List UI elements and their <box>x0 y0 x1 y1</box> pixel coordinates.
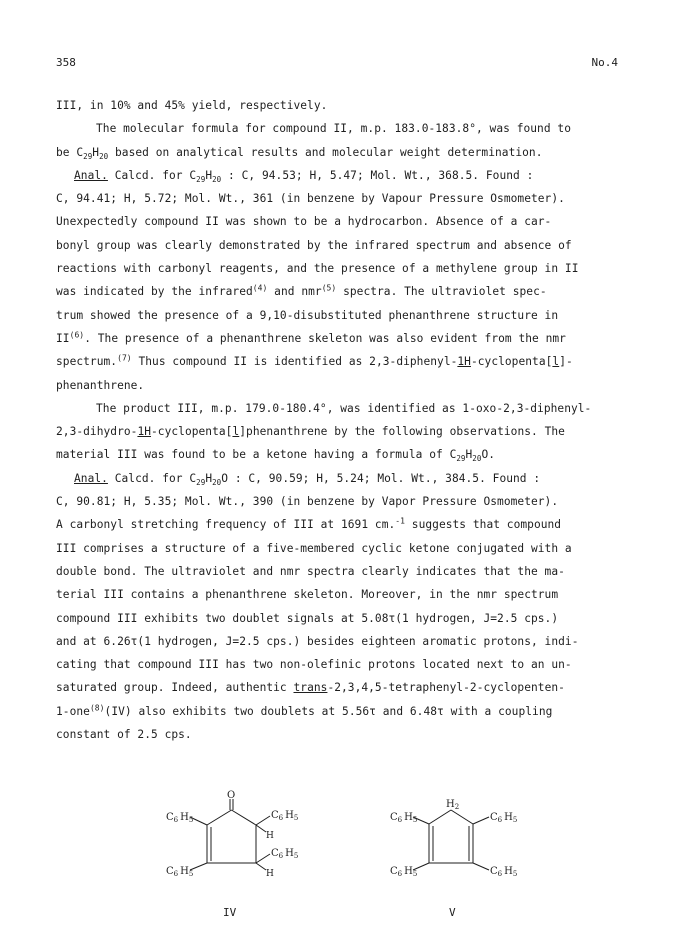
formula: $C_{29}H_{20}$ <box>449 448 482 464</box>
text-line: III, in 10% and 45% yield, respectively. <box>56 99 328 112</box>
text-line: C, 90.81; H, 5.35; Mol. Wt., 390 (in benzene by Vapor Pressure Osmometer). <box>56 495 559 509</box>
reference-marker: (4) <box>252 283 268 293</box>
text-line: The product III, m.p. 179.0-180.4°, was identified as 1-oxo-2,3-diphenyl- <box>96 401 592 415</box>
text-line: constant of 2.5 cps. <box>56 728 192 742</box>
svg-text:C6H5: $C_6$ $H_5$ <box>490 812 518 824</box>
svg-text:C6H5: $C_6$ $H_5$ <box>166 866 194 878</box>
issue-number: No.4 <box>591 56 618 69</box>
text-line: saturated group. Indeed, authentic trans-2,3,4,5-tetraphenyl-2-cyclopenten- <box>56 681 565 695</box>
text-line: material III was found to be a ketone having a formula of $C_{29}H_{20}O$. <box>56 448 496 464</box>
text-line: trum showed the presence of a 9,10-disubstituted phenanthrene structure in <box>56 308 559 322</box>
text-line: Anal. Calcd. for $C_{29}H_{20}$ : C, 94.53; H, 5.47; Mol. Wt., 368.5. Found : <box>74 168 534 185</box>
reference-marker: (8) <box>89 702 105 712</box>
text-line: A carbonyl stretching frequency of III at 1691 cm.$^{-1}$ suggests that compound <box>56 516 562 532</box>
oxygen-label: O <box>227 790 236 801</box>
formula: $C_{29}H_{20}$ <box>76 145 109 161</box>
text-line: compound III exhibits two doublet signals at 5.08τ(1 hydrogen, J=2.5 cps.) <box>56 611 559 625</box>
text-line: reactions with carbonyl reagents, and the presence of a methylene group in II <box>56 262 579 276</box>
structure-v-label: V <box>449 906 456 919</box>
text-line: and at 6.26τ(1 hydrogen, J=2.5 cps.) besides eighteen aromatic protons, indi- <box>56 634 579 648</box>
structure-iv-drawing <box>150 790 320 890</box>
text-line: be $C_{29}H_{20}$ based on analytical results and molecular weight determination. <box>56 145 543 161</box>
text-line: 1-one$^{(8)}$(IV) also exhibits two doublets at 5.56τ and 6.48τ with a coupling <box>56 702 553 718</box>
svg-text:C6H5: $C_6$ $H_5$ <box>390 812 418 824</box>
svg-text:H: H <box>266 831 274 841</box>
svg-text:H: H <box>266 869 274 879</box>
reference-marker: (6) <box>69 330 85 340</box>
text-line: Unexpectedly compound II was shown to be a hydrocarbon. Absence of a car- <box>56 215 552 229</box>
anal-label: Anal. <box>74 168 108 182</box>
text-line: III comprises a structure of a five-membered cyclic ketone conjugated with a <box>56 541 572 555</box>
svg-text:C6H5: $C_6$ $H_5$ <box>271 810 299 822</box>
text-line: terial III contains a phenanthrene skeleton. Moreover, in the nmr spectrum <box>56 588 559 602</box>
structure-v <box>380 790 550 890</box>
text-line: cating that compound III has two non-olefinic protons located next to an un- <box>56 658 572 672</box>
svg-text:C6H5: $C_6$ $H_5$ <box>166 812 194 824</box>
page-number: 358 <box>56 56 76 69</box>
text-line: phenanthrene. <box>56 378 145 392</box>
structure-iv-label: IV <box>223 906 237 919</box>
text-line: bonyl group was clearly demonstrated by the infrared spectrum and absence of <box>56 238 572 252</box>
reference-marker: (7) <box>117 353 132 363</box>
structure-iv <box>150 790 320 890</box>
text-line: Anal. Calcd. for $C_{29}H_{20}O$ : C, 90.59; H, 5.24; Mol. Wt., 384.5. Found : <box>74 471 541 487</box>
formula: $C_{29}H_{20}$ <box>189 471 222 487</box>
svg-text:C6H5: $C_6$ $H_5$ <box>490 866 518 878</box>
text-line: was indicated by the infrared$^{(4)}$ and nmr$^{(5)}$ spectra. The ultraviolet spec- <box>56 283 547 299</box>
svg-text:C6H5: $C_6$ $H_5$ <box>271 848 299 860</box>
anal-label: Anal. <box>74 471 108 485</box>
text-line: II$^{(6)}$. The presence of a phenanthrene skeleton was also evident from the nmr <box>56 330 566 345</box>
text-line: double bond. The ultraviolet and nmr spectra clearly indicates that the ma- <box>56 564 565 578</box>
text-line: C, 94.41; H, 5.72; Mol. Wt., 361 (in benzene by Vapour Pressure Osmometer). <box>56 192 565 206</box>
svg-text:C6H5: $C_6$ $H_5$ <box>390 866 418 878</box>
reference-marker: (5) <box>321 283 337 293</box>
formula: $C_{29}H_{20}$ <box>189 168 222 185</box>
body-text <box>56 94 626 746</box>
text-line: The molecular formula for compound II, m.p. 183.0-183.8°, was found to <box>96 122 571 136</box>
structure-v-drawing <box>380 790 550 890</box>
text-line: 2,3-dihydro-1H-cyclopenta[l]phenanthrene by the following observations. The <box>56 425 565 439</box>
text-line: spectrum.$^{(7)}$ Thus compound II is identified as 2,3-diphenyl-1H-cyclopenta[l]- <box>56 353 573 369</box>
svg-text:H2: $H_2$ <box>446 799 460 811</box>
